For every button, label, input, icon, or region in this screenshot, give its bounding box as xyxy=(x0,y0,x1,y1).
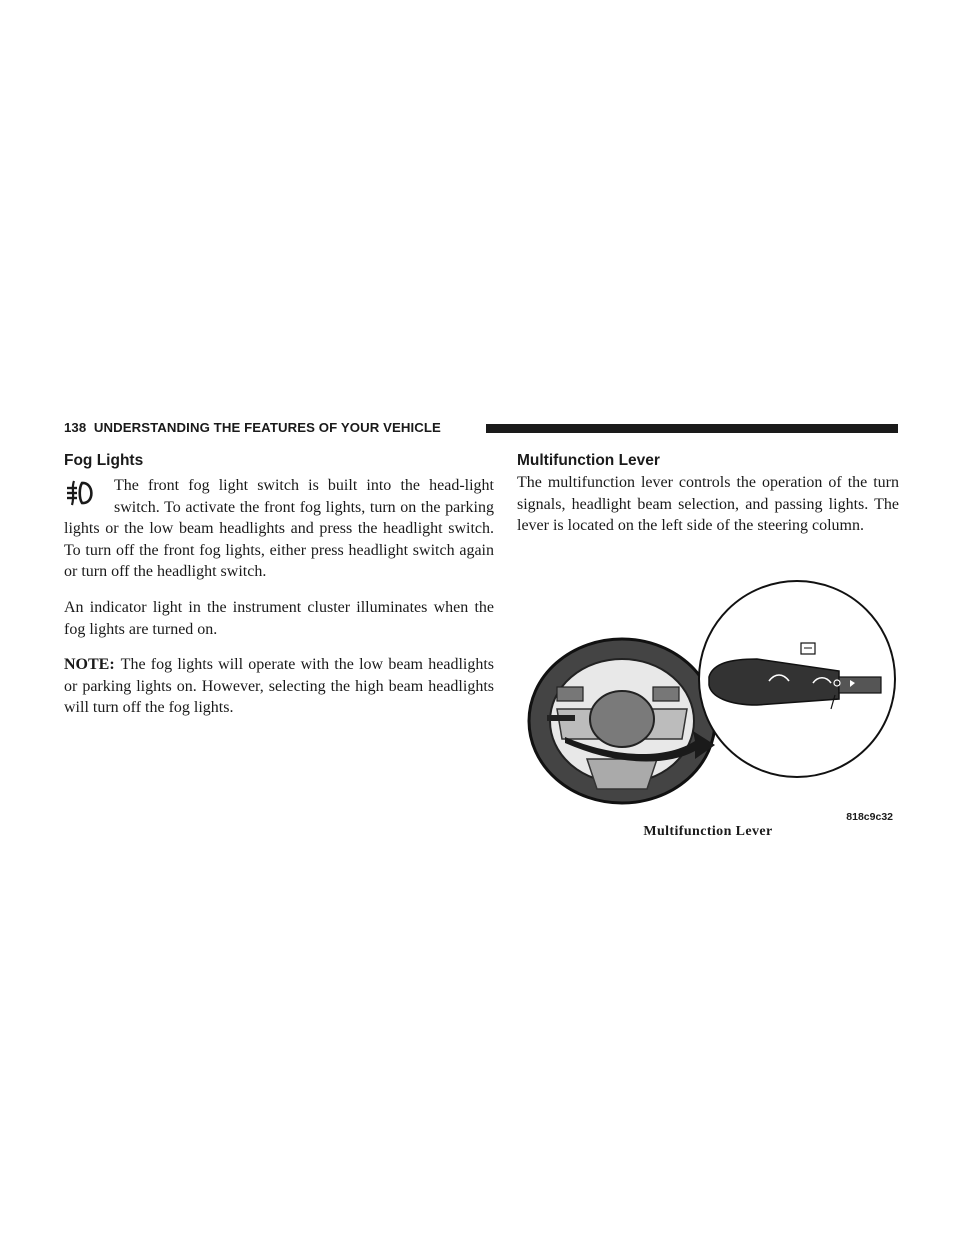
fog-light-icon xyxy=(64,477,100,509)
note-label: NOTE: xyxy=(64,656,115,674)
left-column xyxy=(64,450,494,719)
figure-caption: Multifunction Lever xyxy=(643,823,773,839)
right-column xyxy=(517,450,899,841)
note-text: The fog lights will operate with the low beam headlights or parking lights on. However, selecting the high beam headlights will turn off the fog lights. xyxy=(64,656,494,717)
fog-lights-paragraph-2: An indicator light in the instrument cluster illuminates when the fog lights are turned on. xyxy=(64,598,494,638)
header-rule xyxy=(486,424,898,433)
running-header xyxy=(64,420,898,436)
steering-wheel-hub xyxy=(590,691,654,747)
lever-stub xyxy=(547,715,575,721)
multifunction-lever-paragraph: The multifunction lever controls the operation of the turn signals, headlight beam selection, and passing lights. The lever is located on the left side of the steering column. xyxy=(517,474,899,535)
section-title: UNDERSTANDING THE FEATURES OF YOUR VEHICLE xyxy=(93,420,441,435)
fog-lights-section xyxy=(64,475,494,583)
lower-spoke xyxy=(587,759,657,789)
lever-shaft xyxy=(839,677,881,693)
header-text xyxy=(64,420,441,436)
left-spoke-button xyxy=(557,687,583,701)
figure-id: 818c9c32 xyxy=(846,810,893,823)
multifunction-lever-figure xyxy=(517,559,899,823)
fog-lights-heading: Fog Lights xyxy=(64,452,144,469)
steering-wheel-illustration xyxy=(517,559,899,817)
right-spoke-button xyxy=(653,687,679,701)
page-number: 138 xyxy=(64,420,87,435)
multifunction-lever-heading: Multifunction Lever xyxy=(517,452,660,469)
fog-lights-note xyxy=(64,654,494,719)
fog-lights-paragraph-1: The front fog light switch is built into the head-light switch. To activate the front fog lights, turn on the parking lights or the low beam headlights and press the headlight switch. To turn off the front fog lights, either press headlight switch again or turn off the headlight switch. xyxy=(64,477,494,581)
